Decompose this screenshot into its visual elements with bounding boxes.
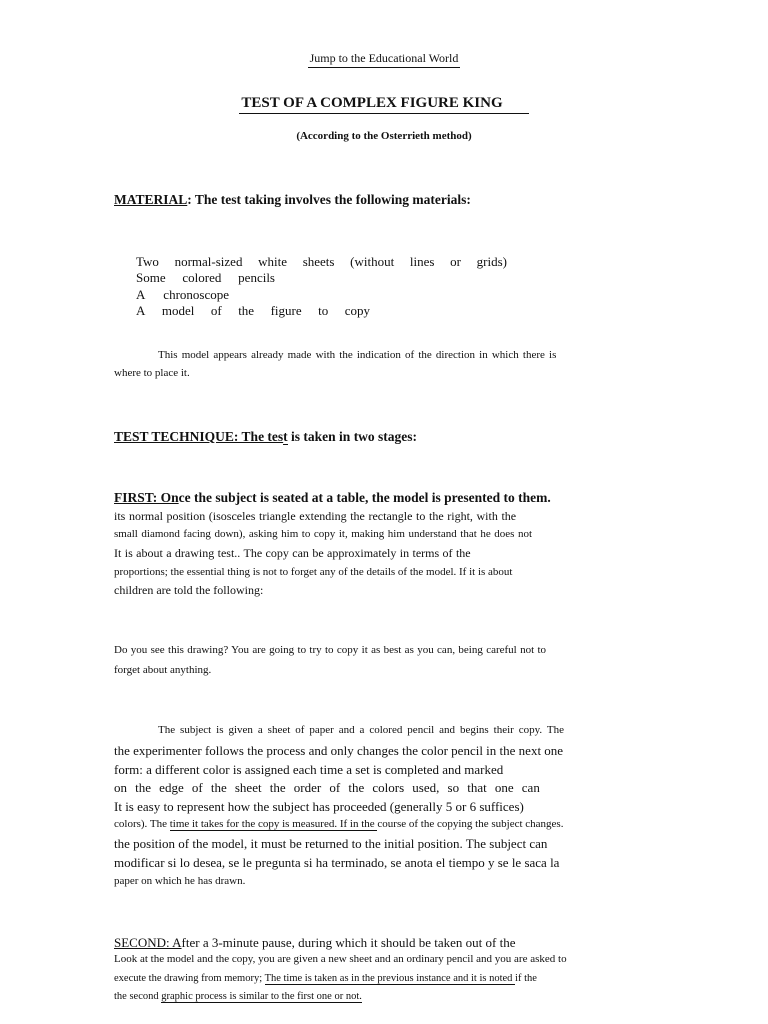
document-title (0, 96, 768, 114)
word: sheets (302, 254, 335, 269)
process-line-4 (114, 781, 540, 794)
word: (without (350, 254, 395, 269)
word: A (136, 287, 146, 302)
word: A (136, 303, 146, 318)
document-subtitle: (According to the Osterrieth method) (296, 130, 472, 142)
word: the (210, 780, 227, 795)
material-item-3 (136, 288, 229, 301)
material-heading (114, 193, 471, 207)
word: lines (409, 254, 435, 269)
word: can (521, 780, 540, 795)
process-line-3: form: a different color is assigned each time a set is completed and marked (114, 762, 504, 777)
process-line-6-c: course of the copying the subject changes. (377, 818, 564, 830)
word: grids) (476, 254, 507, 269)
material-item-1 (136, 255, 507, 268)
material-item-2 (136, 271, 275, 284)
material-item-4 (136, 304, 370, 317)
technique-label-tail: t (283, 429, 288, 444)
second-line-3-a: the second (114, 991, 162, 1002)
word: Some (136, 270, 166, 285)
word: colors (372, 780, 405, 795)
word: model (161, 303, 195, 318)
word: normal-sized (174, 254, 243, 269)
second-text: fter a 3-minute pause, during which it should be taken out of the (181, 935, 516, 950)
word: chronoscope (163, 287, 229, 302)
technique-text: is taken in two stages: (287, 429, 418, 444)
material-note-line-2: where to place it. (114, 367, 190, 379)
second-line-2 (114, 974, 537, 985)
word: to (318, 303, 329, 318)
word: or (450, 254, 461, 269)
process-line-2: the experimenter follows the process and only changes the color pencil in the next one (114, 743, 564, 758)
first-line-2: small diamond facing down), asking him to copy it, making him understand that he does not (114, 528, 533, 540)
header-link-text[interactable]: Jump to the Educational World (308, 51, 461, 68)
material-note-line-1 (158, 350, 598, 361)
first-text: ce the subject is seated at a table, the model is presented to them. (178, 490, 551, 505)
process-line-7: the position of the model, it must be returned to the initial position. The subject can (114, 836, 548, 851)
process-line-1: The subject is given a sheet of paper and a colored pencil and begins their copy. The (158, 724, 565, 736)
first-label: FIRST: On (114, 490, 179, 505)
word: on (114, 780, 127, 795)
second-line-2-c: if the (515, 973, 537, 984)
process-line-6-a: colors). The (114, 818, 170, 830)
word: the (269, 780, 286, 795)
note-text: This model appears already made with the indication of the direction in which there is (158, 349, 557, 361)
second-heading (114, 936, 516, 949)
word: sheet (234, 780, 262, 795)
word: order (293, 780, 322, 795)
first-line-5: children are told the following: (114, 583, 264, 597)
word: so (447, 780, 460, 795)
word: one (494, 780, 514, 795)
process-line-5: It is easy to represent how the subject has proceeded (generally 5 or 6 suffices) (114, 799, 524, 814)
first-line-3: It is about a drawing test.. The copy can be approximately in terms of the (114, 546, 471, 560)
word: figure (270, 303, 302, 318)
first-heading (114, 491, 551, 505)
first-line-1: its normal position (isosceles triangle extending the rectangle to the right, with the (114, 509, 517, 523)
second-line-1: Look at the model and the copy, you are given a new sheet and an ordinary pencil and you are asked to (114, 953, 567, 965)
word: used, (412, 780, 440, 795)
second-line-3-underlined: graphic process is similar to the first one or not. (161, 991, 362, 1002)
second-line-3 (114, 992, 362, 1003)
technique-heading (114, 430, 417, 444)
process-line-6 (114, 819, 563, 830)
second-line-2-underlined: The time is taken as in the previous instance and it is noted (264, 973, 516, 984)
word: the (135, 780, 152, 795)
word: white (258, 254, 288, 269)
word: Two (136, 254, 159, 269)
second-label: SECOND: A (114, 935, 182, 950)
process-line-9: paper on which he has drawn. (114, 875, 246, 887)
word: the (348, 780, 365, 795)
word: of (210, 303, 222, 318)
word: copy (344, 303, 370, 318)
second-line-2-a: execute the drawing from memory; (114, 973, 265, 984)
word: that (467, 780, 487, 795)
first-line-4: proportions; the essential thing is not to forget any of the details of the model. If it is about (114, 566, 513, 578)
word: of (329, 780, 341, 795)
material-heading-text: : The test taking involves the following materials: (187, 192, 471, 207)
word: colored (182, 270, 222, 285)
process-line-8: modificar si lo desea, se le pregunta si ha terminado, se anota el tiempo y se le saca la (114, 855, 560, 870)
technique-label: TEST TECHNIQUE: The tes (114, 429, 284, 444)
word: pencils (238, 270, 275, 285)
first-quote-line-2: forget about anything. (114, 664, 212, 676)
header-link[interactable] (0, 52, 768, 64)
material-label: MATERIAL (114, 192, 188, 207)
document-title-text: TEST OF A COMPLEX FIGURE KING (239, 96, 528, 114)
first-quote-line-1: Do you see this drawing? You are going to try to copy it as best as you can, being careful not to (114, 644, 547, 656)
word: edge (159, 780, 184, 795)
word: the (238, 303, 255, 318)
process-line-6-underlined: time it takes for the copy is measured. If in the (169, 818, 378, 830)
word: of (191, 780, 203, 795)
